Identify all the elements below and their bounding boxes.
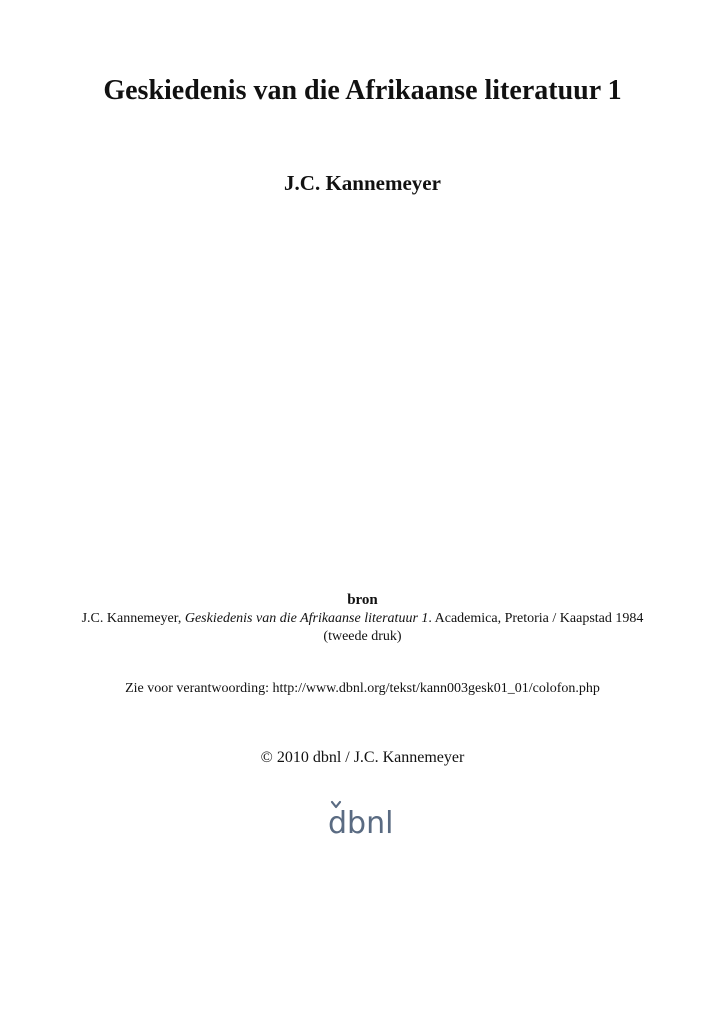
responsibility-note: Zie voor verantwoording: http://www.dbnl.org/tekst/kann003gesk01_01/colofon.php [125, 681, 600, 696]
copyright-notice: © 2010 dbnl / J.C. Kannemeyer [260, 749, 465, 766]
source-block [60, 590, 665, 646]
document-author: J.C. Kannemeyer [284, 171, 441, 195]
logo-text: dbnl [328, 806, 394, 840]
source-publication: . Academica, Pretoria / Kaapstad 1984 (tweede druk) [323, 611, 644, 644]
source-author: J.C. Kannemeyer, [81, 611, 185, 626]
dbnl-logo-icon [322, 800, 402, 840]
source-citation [60, 610, 665, 646]
source-heading: bron [347, 592, 378, 608]
source-work-title: Geskiedenis van die Afrikaanse literatuur 1 [184, 611, 429, 626]
document-title: Geskiedenis van die Afrikaanse literatuur 1 [103, 75, 622, 106]
